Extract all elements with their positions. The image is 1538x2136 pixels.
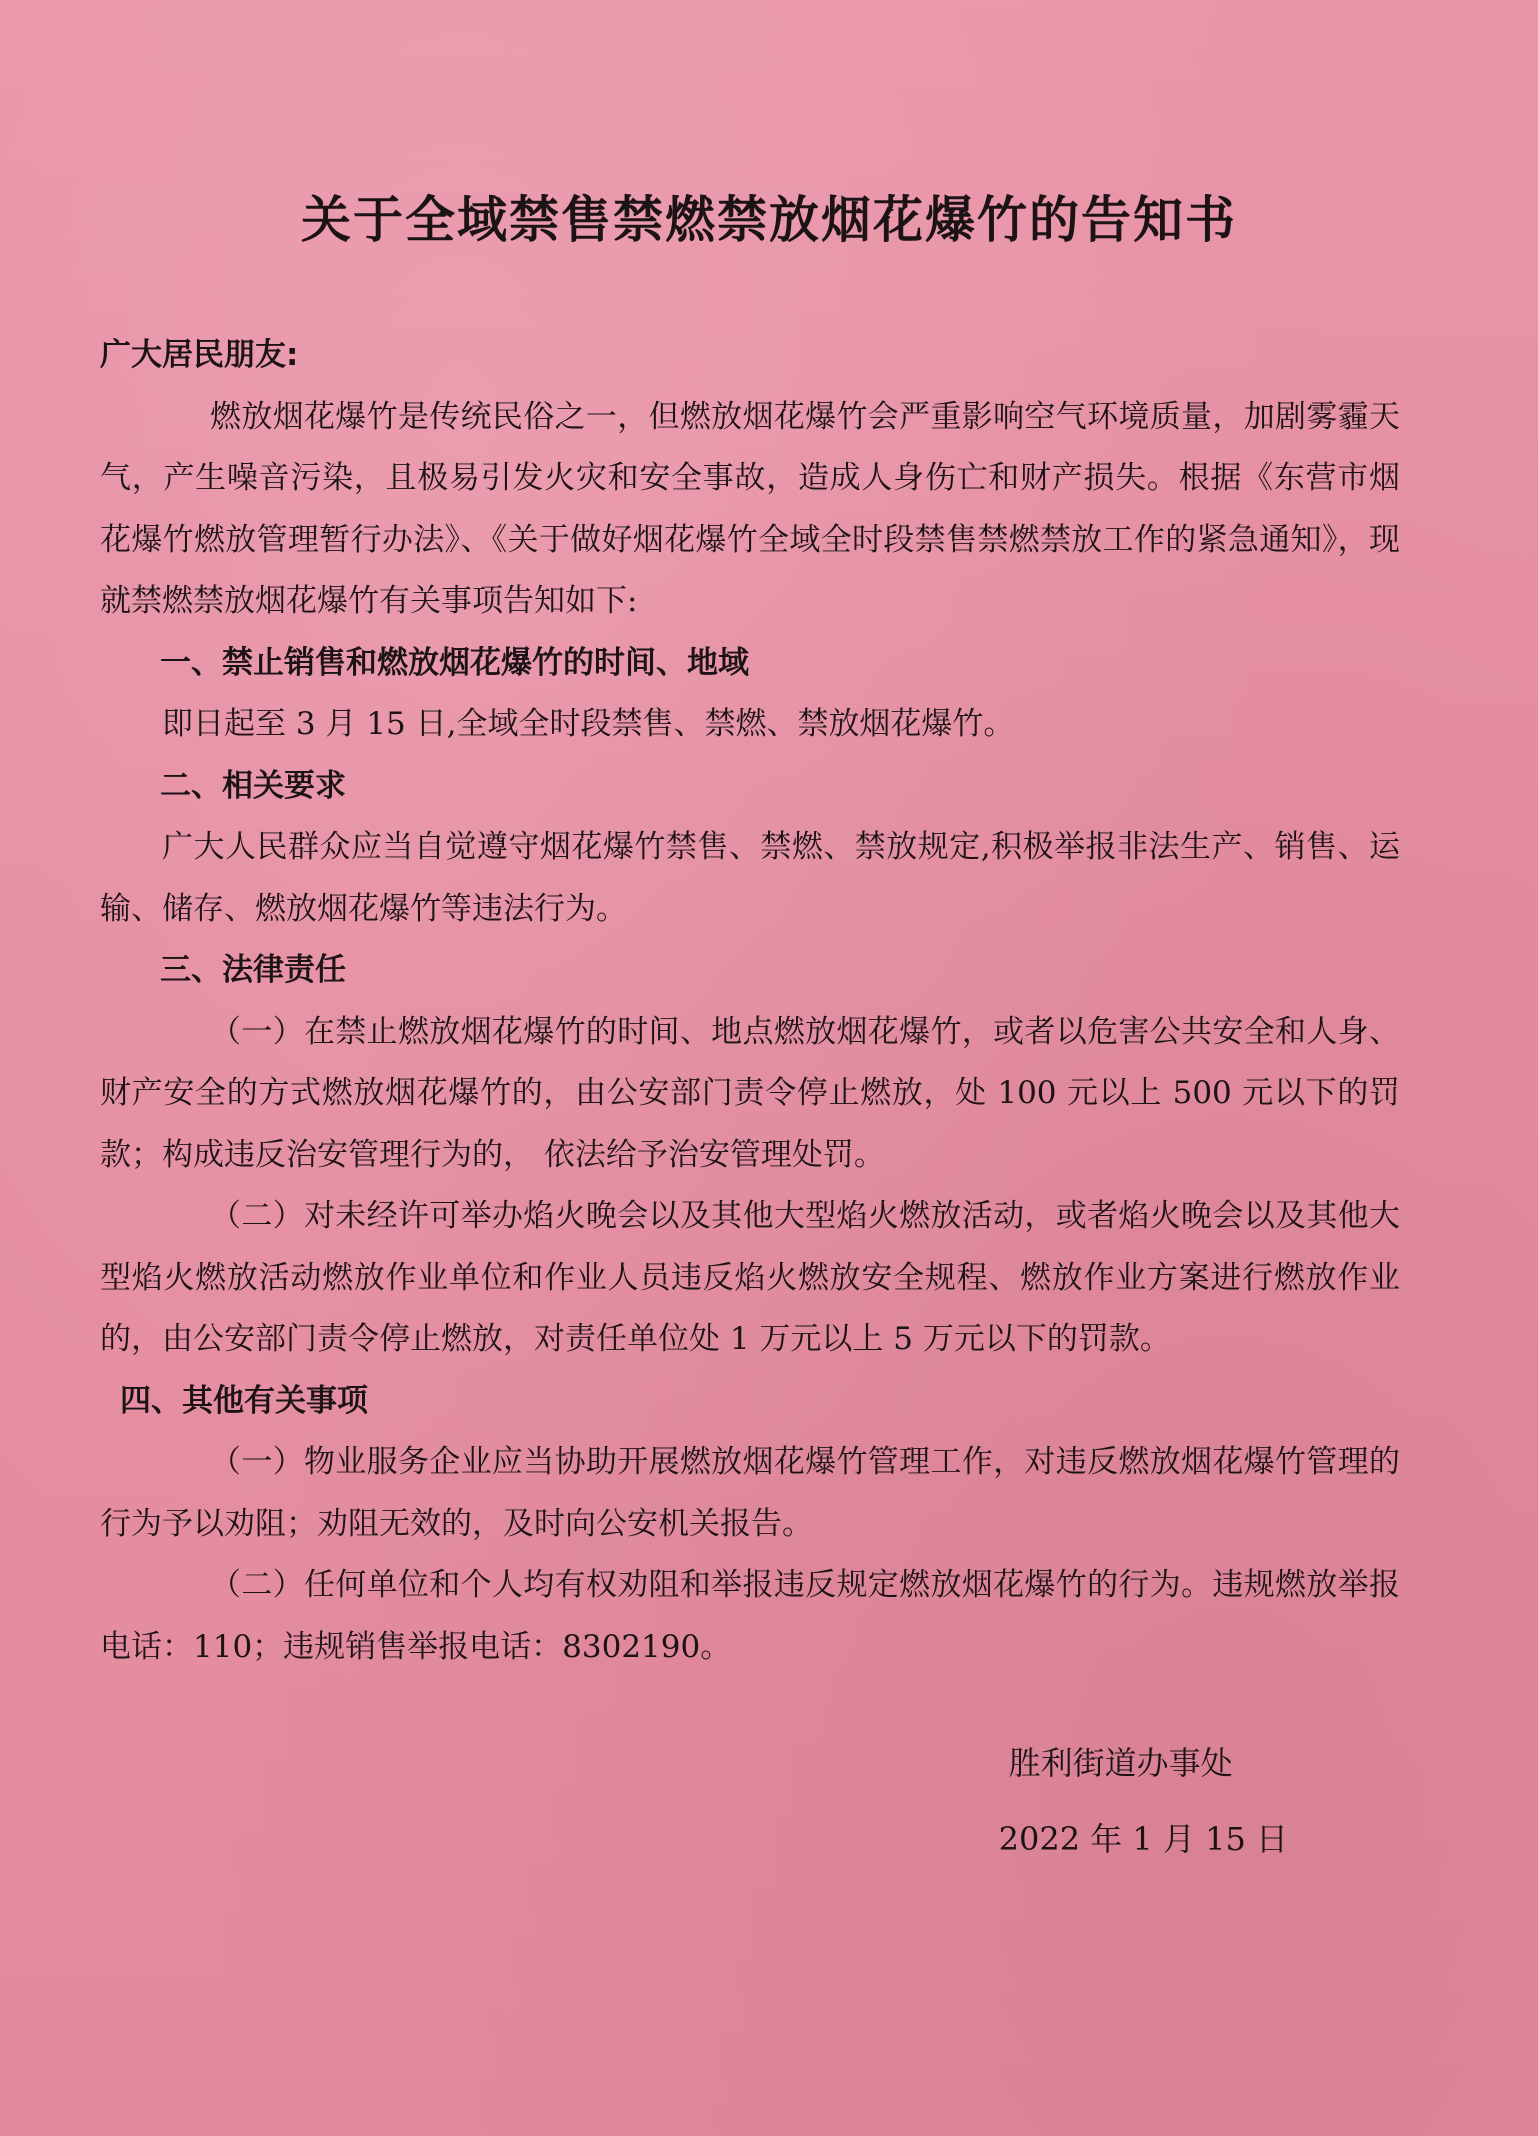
section-4-paragraph-2: （二）任何单位和个人均有权劝阻和举报违反规定燃放烟花爆竹的行为。违规燃放举报电话：110；违规销售举报电话：8302190。: [100, 1567, 1400, 1665]
section-heading-2: 二、相关要求: [160, 767, 346, 804]
section-heading-1: 一、禁止销售和燃放烟花爆竹的时间、地域: [160, 644, 749, 681]
section-3-paragraph-2: （二）对未经许可举办焰火晚会以及其他大型焰火燃放活动，或者焰火晚会以及其他大型焰火燃放活动燃放作业单位和作业人员违反焰火燃放安全规程、燃放作业方案进行燃放作业的，由公安部门责令停止燃放，对责任单位处 1 万元以上 5 万元以下的罚款。: [100, 1198, 1400, 1357]
section-3-paragraph-1: （一）在禁止燃放烟花爆竹的时间、地点燃放烟花爆竹，或者以危害公共安全和人身、财产安全的方式燃放烟花爆竹的，由公安部门责令停止燃放，处 100 元以上 500 元以下的罚款；构成违反治安管理行为的， 依法给予治安管理处罚。: [100, 1013, 1400, 1173]
document-body: [100, 325, 1400, 1678]
section-4-paragraph-1: （一）物业服务企业应当协助开展燃放烟花爆竹管理工作，对违反燃放烟花爆竹管理的行为予以劝阻；劝阻无效的，及时向公安机关报告。: [100, 1444, 1400, 1542]
signature-block: [998, 1725, 1288, 1877]
section-heading-3: 三、法律责任: [160, 952, 346, 988]
document-title: 关于全域禁售禁燃禁放烟花爆竹的告知书: [301, 191, 1237, 249]
salutation: 广大居民朋友:: [100, 337, 299, 373]
section-1-paragraph-1: 即日起至 3 月 15 日,全域全时段禁售、禁燃、禁放烟花爆竹。: [162, 706, 1015, 742]
issuing-organization: 胜利街道办事处: [1008, 1744, 1233, 1782]
intro-paragraph: 燃放烟花爆竹是传统民俗之一，但燃放烟花爆竹会严重影响空气环境质量，加剧雾霾天气，产生噪音污染，且极易引发火灾和安全事故，造成人身伤亡和财产损失。根据《东营市烟花爆竹燃放管理暂行办法》、《关于做好烟花爆竹全域全时段禁售禁燃禁放工作的紧急通知》，现就禁燃禁放烟花爆竹有关事项告知如下:: [100, 398, 1400, 619]
section-heading-4: 四、其他有关事项: [120, 1382, 368, 1419]
section-2-paragraph-1: 广大人民群众应当自觉遵守烟花爆竹禁售、禁燃、禁放规定,积极举报非法生产、销售、运输、储存、燃放烟花爆竹等违法行为。: [100, 829, 1400, 927]
issue-date: 2022 年 1 月 15 日: [998, 1820, 1288, 1858]
